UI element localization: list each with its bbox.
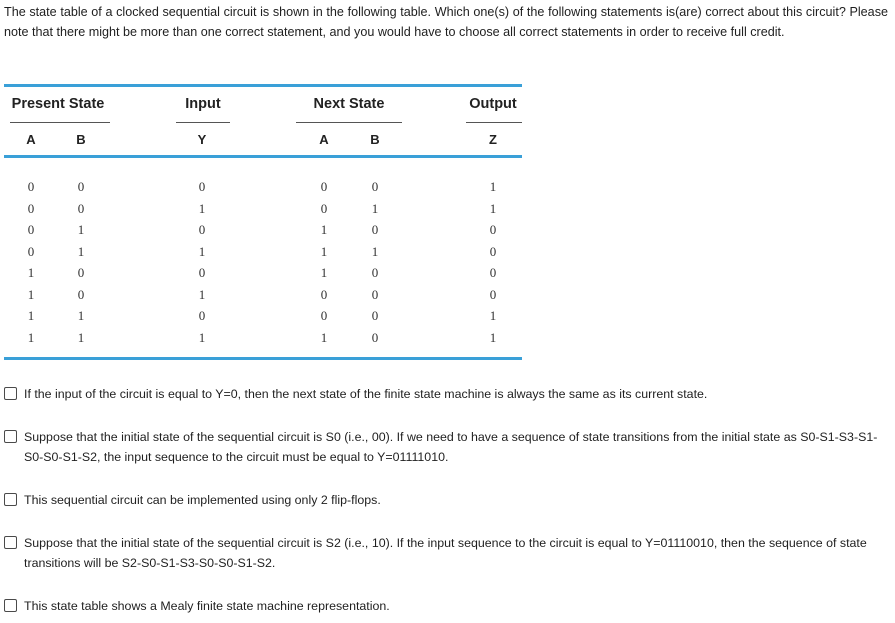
table-cell-pb-row-4: 1	[77, 243, 85, 259]
table-cell-y-row-5: 0	[198, 265, 206, 280]
table-cell-z-row-5: 0	[489, 265, 497, 280]
column-next-a	[314, 176, 334, 348]
table-top-rule	[4, 84, 522, 87]
table-cell-y-row-1: 0	[198, 179, 206, 194]
group-header-present-state: Present State	[11, 96, 105, 112]
table-cell-nb-row-3: 0	[371, 222, 379, 237]
table-cell-na-row-6: 0	[320, 286, 328, 302]
table-cell-pb-row-5: 0	[77, 265, 85, 280]
table-cell-pb-row-6: 0	[77, 286, 85, 302]
table-cell-pa-row-8: 1	[27, 329, 35, 345]
group-underline-present-state	[10, 122, 110, 123]
table-cell-y-row-3: 0	[198, 222, 206, 237]
group-header-output: Output	[469, 96, 517, 112]
table-cell-pa-row-7: 1	[27, 308, 35, 323]
option-2-checkbox[interactable]	[4, 430, 17, 443]
table-cell-y-row-4: 1	[198, 243, 206, 259]
table-cell-na-row-1: 0	[320, 179, 328, 194]
table-cell-y-row-7: 0	[198, 308, 206, 323]
table-bottom-rule	[4, 357, 522, 360]
option-4-label: Suppose that the initial state of the sequential circuit is S2 (i.e., 10). If the input sequence to the circuit is equal to Y=01110010, then the sequence of state transitions will be S2-S0-S1-S3-S0-S0-S1-S2.	[24, 536, 867, 570]
table-cell-z-row-3: 0	[489, 222, 497, 237]
table-cell-na-row-3: 1	[320, 222, 328, 237]
group-underline-output	[466, 122, 522, 123]
group-underline-input	[176, 122, 230, 123]
table-cell-na-row-7: 0	[320, 308, 328, 323]
table-cell-pb-row-3: 1	[77, 222, 85, 237]
column-next-b	[365, 176, 385, 348]
table-cell-y-row-2: 1	[198, 200, 206, 216]
table-cell-nb-row-1: 0	[371, 179, 379, 194]
column-header-next-b: B	[370, 132, 380, 147]
table-cell-z-row-1: 1	[489, 179, 497, 194]
table-cell-z-row-8: 1	[489, 329, 497, 345]
table-cell-pa-row-1: 0	[27, 179, 35, 194]
table-cell-nb-row-5: 0	[371, 265, 379, 280]
column-header-next-a: A	[319, 132, 329, 147]
column-present-a	[21, 176, 41, 348]
table-cell-z-row-4: 0	[489, 243, 497, 259]
option-1-label: If the input of the circuit is equal to Y=0, then the next state of the finite state machine is always the same as its current state.	[24, 387, 708, 401]
table-cell-pa-row-4: 0	[27, 243, 35, 259]
state-table	[4, 84, 522, 362]
table-cell-pb-row-1: 0	[77, 179, 85, 194]
option-3-label: This sequential circuit can be implemented using only 2 flip-flops.	[24, 493, 381, 507]
table-cell-nb-row-7: 0	[371, 308, 379, 323]
column-output-z	[483, 176, 503, 348]
table-cell-na-row-4: 1	[320, 243, 328, 259]
option-4-checkbox[interactable]	[4, 536, 17, 549]
table-cell-nb-row-6: 0	[371, 286, 379, 302]
table-cell-pa-row-6: 1	[27, 286, 35, 302]
table-cell-na-row-2: 0	[320, 200, 328, 216]
table-cell-pa-row-2: 0	[27, 200, 35, 216]
option-5-label: This state table shows a Mealy finite state machine representation.	[24, 599, 390, 613]
column-present-b	[71, 176, 91, 348]
column-header-input-y: Y	[197, 132, 207, 147]
table-cell-nb-row-4: 1	[371, 243, 379, 259]
table-cell-pa-row-3: 0	[27, 222, 35, 237]
column-input-y	[192, 176, 212, 348]
column-header-present-b: B	[76, 132, 86, 147]
option-5-checkbox[interactable]	[4, 599, 17, 612]
table-cell-pb-row-7: 1	[77, 308, 85, 323]
table-cell-na-row-5: 1	[320, 265, 328, 280]
column-header-present-a: A	[26, 132, 36, 147]
table-cell-pa-row-5: 1	[27, 265, 35, 280]
option-1-checkbox[interactable]	[4, 387, 17, 400]
table-cell-nb-row-2: 1	[371, 200, 379, 216]
table-cell-na-row-8: 1	[320, 329, 328, 345]
table-cell-y-row-8: 1	[198, 329, 206, 345]
table-cell-y-row-6: 1	[198, 286, 206, 302]
table-cell-pb-row-2: 0	[77, 200, 85, 216]
group-header-next-state: Next State	[313, 96, 385, 112]
column-header-output-z: Z	[489, 132, 497, 147]
option-3-checkbox[interactable]	[4, 493, 17, 506]
question-text: The state table of a clocked sequential circuit is shown in the following table. Which one(s) of the following statements is(are) correct about this circuit? Please note that there might be more than one correct statement, and you would have to choose all correct statements in order to receive full credit.	[4, 5, 888, 39]
table-cell-z-row-2: 1	[489, 200, 497, 216]
group-header-input: Input	[185, 96, 221, 112]
table-cell-pb-row-8: 1	[77, 329, 85, 345]
table-cell-nb-row-8: 0	[371, 329, 379, 345]
table-cell-z-row-6: 0	[489, 286, 497, 302]
option-2-label: Suppose that the initial state of the sequential circuit is S0 (i.e., 00). If we need to have a sequence of state transitions from the initial state as S0-S1-S3-S1-S0-S0-S1-S2, the input sequence to the circuit must be equal to Y=01111010.	[24, 430, 878, 464]
group-underline-next-state	[296, 122, 402, 123]
table-header-rule	[4, 155, 522, 158]
table-cell-z-row-7: 1	[489, 308, 497, 323]
